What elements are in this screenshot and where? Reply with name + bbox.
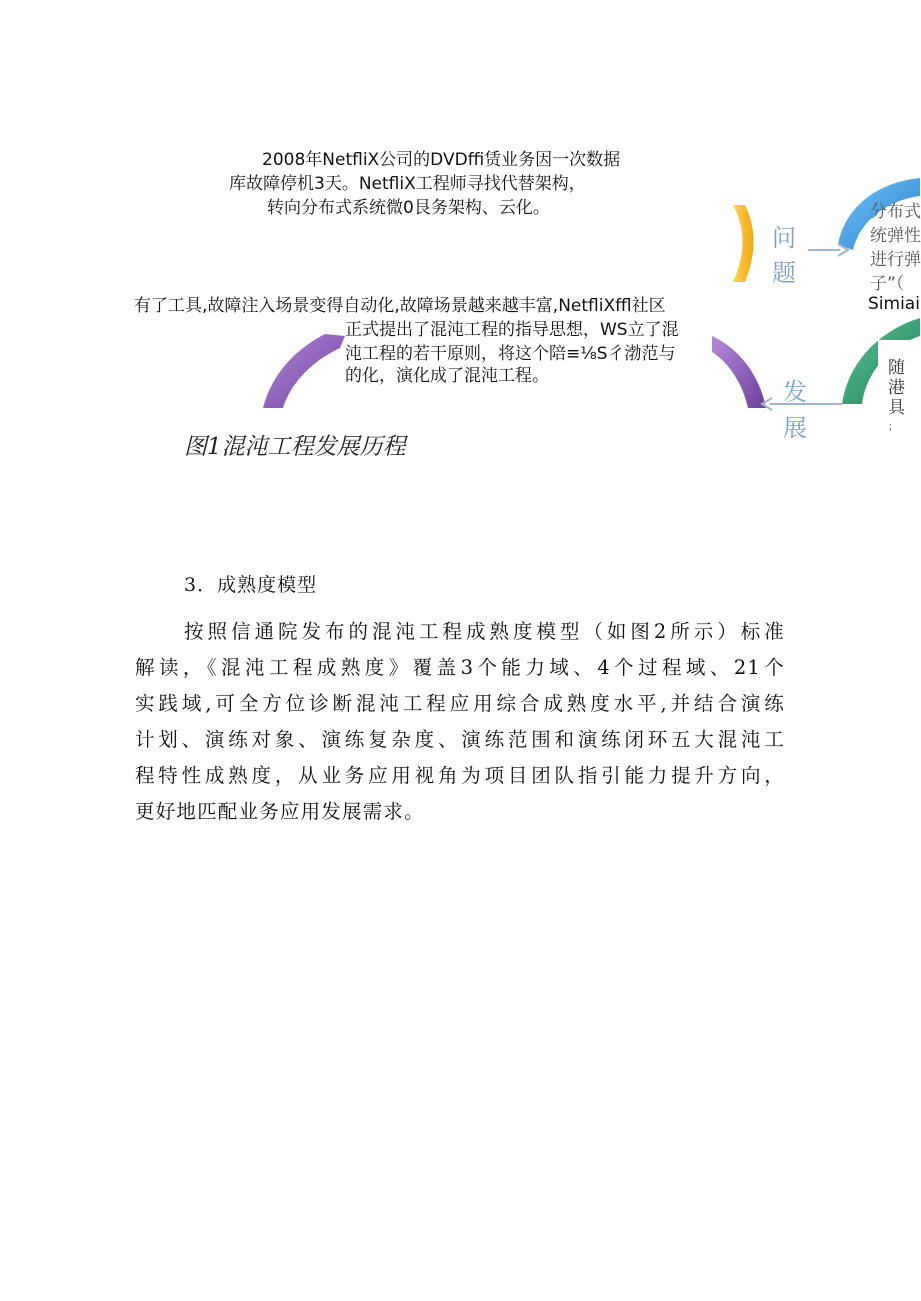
stage-line-4: 的化，演化成了混沌工程。	[345, 366, 549, 386]
paragraph-line-6: 更好地匹配业务应用发展需求。	[135, 800, 425, 823]
right-bottom-note	[888, 358, 918, 426]
right-top-note	[870, 200, 920, 296]
stage-line-3: 沌工程的若干原则，将这个陪≡⅛S彳渤范与	[345, 344, 676, 364]
right-top-tail: Simiai	[868, 294, 920, 314]
paragraph-line-5: 程特性成熟度，从业务应用视角为项目团队指引能力提升方向，	[135, 764, 785, 787]
section-paragraph	[135, 614, 785, 830]
right-bottom-line-4	[888, 418, 918, 426]
right-top-line-3: 进行弹	[870, 250, 921, 270]
paragraph-line-1: 按照信通院发布的混沌工程成熟度模型（如图2所示）标准	[184, 620, 785, 643]
purple-arc-left	[263, 334, 345, 408]
section-heading: 3．成熟度模型	[184, 574, 318, 596]
right-bottom-line-3: 具	[888, 398, 905, 418]
intro-line-3: 转向分布式系统微0艮务架构、云化。	[267, 198, 550, 218]
right-top-line-2: 统弹性	[870, 226, 921, 246]
figure-chaos-engineering-history	[0, 0, 920, 470]
stage-line-1: 有了工具,故障注入场景变得自动化,故障场景越来越丰富,NetfliXffl社区	[134, 296, 666, 316]
label-problem-1: 问	[772, 224, 796, 252]
right-bottom-line-2: 港	[888, 378, 905, 398]
intro-line-2: 库故障停机3天。NetfliX工程师寻找代替架构，	[229, 174, 586, 194]
label-develop-2: 展	[783, 414, 807, 442]
right-top-line-4: 子”（	[870, 274, 905, 294]
label-develop-1: 发	[783, 378, 807, 406]
right-top-line-1: 分布式	[870, 202, 921, 222]
paragraph-line-3: 实践域,可全方位诊断混沌工程应用综合成熟度水平,并结合演练	[135, 692, 785, 715]
paragraph-line-4: 计划、演练对象、演练复杂度、演练范围和演练闭环五大混沌工	[135, 728, 785, 751]
right-bottom-line-1: 随	[888, 358, 905, 378]
paragraph-line-2: 解读，《混沌工程成熟度》覆盖3个能力域、4个过程域、21个	[135, 656, 785, 679]
stage-line-2: 正式提出了混沌工程的指导思想，WS立了混	[345, 320, 679, 340]
intro-line-1: 2008年NetfliX公司的DVDffi赁业务因一次数据	[262, 150, 621, 170]
label-problem-2: 题	[772, 259, 796, 287]
figure-caption: 图1混沌工程发展历程	[184, 434, 406, 460]
orange-arc-fragment	[733, 205, 754, 282]
purple-arc-right	[712, 336, 766, 408]
